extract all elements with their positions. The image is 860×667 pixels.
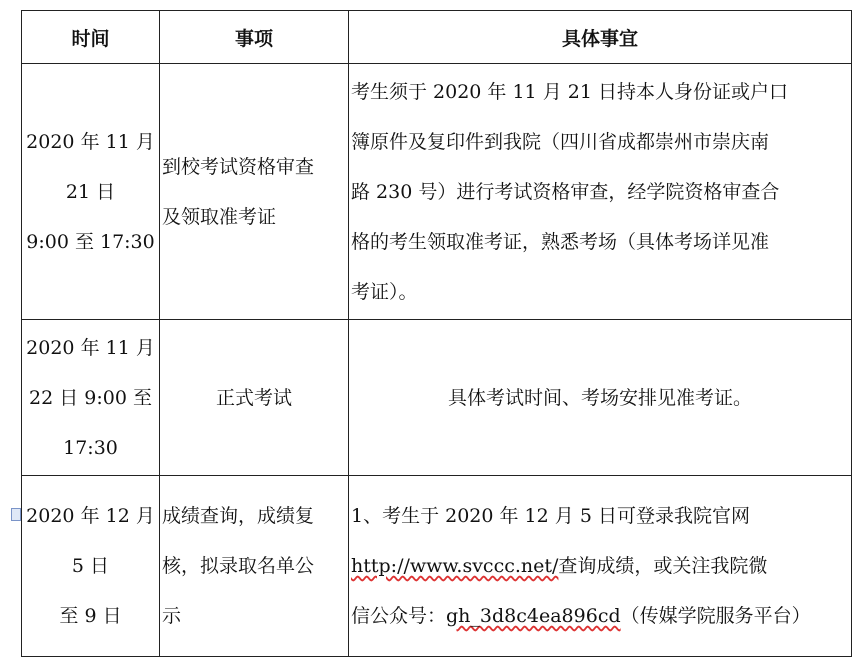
time-cell	[22, 476, 160, 657]
item-line: 及领取准考证	[162, 205, 277, 228]
detail-cell	[349, 476, 852, 657]
table-row	[22, 476, 852, 657]
item-cell	[160, 476, 349, 657]
time-line: 21 日	[65, 180, 116, 203]
wechat-account-id: gh_3d8c4ea896cd	[446, 605, 621, 627]
item-line: 示	[162, 605, 182, 627]
item-line: 正式考试	[215, 386, 292, 409]
time-line: 2020 年 12 月	[26, 505, 155, 527]
schedule-table	[21, 10, 852, 657]
detail-cell	[349, 64, 852, 320]
item-line: 核，拟录取名单公	[162, 555, 315, 577]
time-line: 17:30	[63, 436, 118, 459]
item-line: 到校考试资格审查	[162, 155, 315, 178]
item-line: 成绩查询，成绩复	[162, 505, 315, 527]
detail-text: （传媒学院服务平台）	[620, 605, 811, 627]
time-cell	[22, 64, 160, 320]
time-line: 22 日 9:00 至	[29, 386, 152, 409]
header-time: 时间	[22, 11, 160, 64]
time-line: 2020 年 11 月	[26, 130, 155, 153]
time-line: 9:00 至 17:30	[26, 230, 155, 253]
detail-text: 信公众号：	[351, 605, 447, 627]
detail-line	[351, 591, 849, 641]
detail-line: 考证）。	[351, 280, 418, 303]
header-details: 具体事宜	[349, 11, 852, 64]
time-line: 5 日	[71, 555, 110, 577]
detail-cell	[349, 320, 852, 476]
table-header-row	[22, 11, 852, 64]
detail-line: 路 230 号）进行考试资格审查，经学院资格审查合	[351, 180, 780, 203]
detail-line: 1、考生于 2020 年 12 月 5 日可登录我院官网	[351, 505, 750, 527]
detail-line	[351, 541, 849, 591]
detail-line: 具体考试时间、考场安排见准考证。	[447, 386, 752, 409]
margin-marker-icon	[11, 508, 21, 521]
time-line: 至 9 日	[59, 605, 122, 627]
header-item: 事项	[160, 11, 349, 64]
item-cell	[160, 320, 349, 476]
time-cell	[22, 320, 160, 476]
time-line: 2020 年 11 月	[26, 336, 155, 359]
detail-line: 格的考生领取准考证，熟悉考场（具体考场详见准	[351, 230, 770, 253]
item-cell	[160, 64, 349, 320]
detail-line: 考生须于 2020 年 11 月 21 日持本人身份证或户口	[351, 80, 788, 103]
detail-text: 查询成绩，或关注我院微	[558, 555, 768, 577]
table-row	[22, 320, 852, 476]
table-row	[22, 64, 852, 320]
detail-line: 簿原件及复印件到我院（四川省成都崇州市崇庆南	[351, 130, 770, 153]
website-url[interactable]: http://www.svccc.net/	[351, 555, 559, 577]
